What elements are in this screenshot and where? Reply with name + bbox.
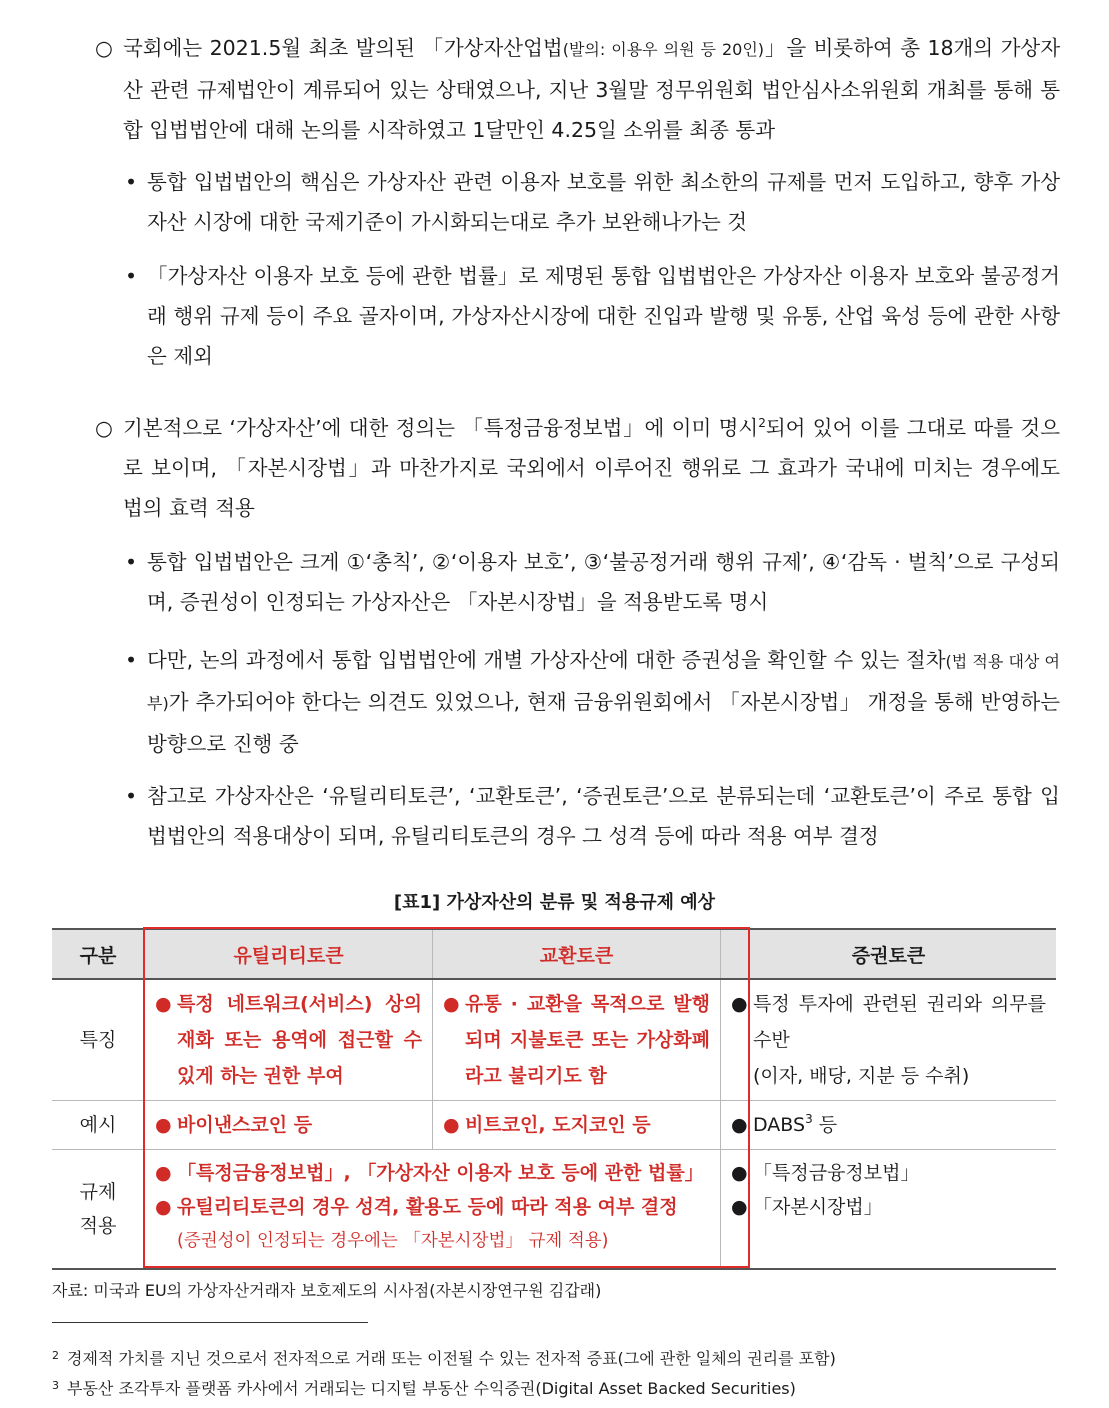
bullet-icon: ● <box>731 1114 748 1136</box>
row-label-feature: 특징 <box>52 979 145 1101</box>
bullet-icon: ● <box>731 1196 748 1218</box>
classification-table <box>52 928 1056 1270</box>
table-cell-item: ● 「특정금융정보법」 <box>731 1156 1046 1190</box>
paragraph-1-bullet-2: • 「가상자산 이용자 보호 등에 관한 법률」로 제명된 통합 입법법안은 가상자산 이용자 보호와 불공정거래 행위 규제 등이 주요 골자이며, 가상자산시장에 대한 진입과 발행 및 유통, 산업 육성 등에 관한 사항은 제외 <box>125 256 1060 376</box>
table-row-example <box>52 1101 1056 1150</box>
table-cell-item: ● 「특정금융정보법」, 「가상자산 이용자 보호 등에 관한 법률」 <box>155 1156 710 1190</box>
paragraph-2-text: 기본적으로 ‘가상자산’에 대한 정의는 「특정금융정보법」에 이미 명시$^2$되어 있어 이를 그대로 따를 것으로 보이며, 「자본시장법」과 마찬가지로 국외에서 이루어진 행위로 그 효과가 국내에 미치는 경우에도 법의 효력 적용 <box>123 416 1060 520</box>
row-label-example: 예시 <box>52 1101 145 1150</box>
header-category: 구분 <box>52 929 145 979</box>
table-source: 자료: 미국과 EU의 가상자산거래자 보호제도의 시사점(자본시장연구원 김갑래) <box>52 1281 602 1300</box>
dot-bullet-icon: • <box>125 170 138 194</box>
table-cell-item: ● 유틸리티토큰의 경우 성격, 활용도 등에 따라 적용 여부 결정 <box>155 1190 710 1224</box>
table-cell-item: ● 유통 · 교환을 목적으로 발행되며 지불토큰 또는 가상화폐라고 불리기도 함 <box>443 986 710 1094</box>
circle-bullet-icon: ○ <box>95 416 113 440</box>
paragraph-2-bullet-2: • 다만, 논의 과정에서 통합 입법법안에 개별 가상자산에 대한 증권성을 확인할 수 있는 절차(법 적용 대상 여부)가 추가되어야 한다는 의견도 있었으나, 현재 금융위원회에서 「자본시장법」 개정을 통해 반영하는 방향으로 진행 중 <box>125 640 1060 764</box>
footnote-ref-2: 2 <box>758 416 766 430</box>
paragraph-1-text: 국회에는 2021.5월 최초 발의된 「가상자산업법(발의: 이용우 의원 등 20인)」을 비롯하여 총 18개의 가상자산 관련 규제법안이 계류되어 있는 상태였으나, 지난 3월말 정무위원회 법안심사소위원회 개최를 통해 통합 입법법안에 대해 논의를 시작하였고 1달만인 4.25일 소위를 최종 통과 <box>123 36 1060 142</box>
circle-bullet-icon: ○ <box>95 36 113 60</box>
paragraph-1-bullet-1: • 통합 입법법안의 핵심은 가상자산 관련 이용자 보호를 위한 최소한의 규제를 먼저 도입하고, 향후 가상자산 시장에 대한 국제기준이 가시화되는대로 추가 보완해나가는 것 <box>125 162 1060 242</box>
paragraph-2 <box>95 408 1060 528</box>
bullet-icon: ● <box>731 1162 748 1184</box>
table-cell-item: ● 「자본시장법」 <box>731 1190 1046 1224</box>
bullet-icon: ● <box>155 1162 172 1184</box>
table-row-regulation <box>52 1150 1056 1270</box>
dot-bullet-icon: • <box>125 648 138 672</box>
footnote-ref-3: 3 <box>805 1112 813 1126</box>
table-cell-item: ● DABS$^3$ 등 <box>731 1107 1046 1143</box>
bullet-icon: ● <box>443 993 460 1015</box>
table-row-feature <box>52 979 1056 1101</box>
bullet-icon: ● <box>731 993 748 1015</box>
table-note: (증권성이 인정되는 경우에는 「자본시장법」 규제 적용) <box>177 1231 609 1251</box>
paragraph-2-bullet-3: • 참고로 가상자산은 ‘유틸리티토큰’, ‘교환토큰’, ‘증권토큰’으로 분류되는데 ‘교환토큰’이 주로 통합 입법법안의 적용대상이 되며, 유틸리티토큰의 경우 그 성격 등에 따라 적용 여부 결정 <box>125 776 1060 856</box>
header-exchange-token: 교환토큰 <box>433 929 721 979</box>
bullet-icon: ● <box>155 1114 172 1136</box>
header-utility-token: 유틸리티토큰 <box>145 929 433 979</box>
table-cell-item: ● 비트코인, 도지코인 등 <box>443 1107 710 1143</box>
bullet-icon: ● <box>155 993 172 1015</box>
table-caption: [표1] 가상자산의 분류 및 적용규제 예상 <box>393 892 716 913</box>
row-label-regulation: 규제 적용 <box>52 1150 145 1270</box>
table-header-row <box>52 929 1056 979</box>
paragraph-2-bullet-1: • 통합 입법법안은 크게 ①‘총칙’, ②‘이용자 보호’, ③‘불공정거래 행위 규제’, ④‘감독 · 벌칙’으로 구성되며, 증권성이 인정되는 가상자산은 「자본시장법」을 적용받도록 명시 <box>125 542 1060 622</box>
table-cell-item: ● 특정 네트워크(서비스) 상의 재화 또는 용역에 접근할 수 있게 하는 권한 부여 <box>155 986 422 1094</box>
dot-bullet-icon: • <box>125 264 138 288</box>
dot-bullet-icon: • <box>125 550 138 574</box>
table-cell-item: ● 바이낸스코인 등 <box>155 1107 422 1143</box>
dot-bullet-icon: • <box>125 784 138 808</box>
header-security-token: 증권토큰 <box>721 929 1057 979</box>
table-cell-item: ● 특정 투자에 관련된 권리와 의무를 수반 (이자, 배당, 지분 등 수취) <box>731 986 1046 1094</box>
bullet-icon: ● <box>443 1114 460 1136</box>
bullet-icon: ● <box>155 1196 172 1218</box>
footnote-divider <box>52 1322 368 1323</box>
footnote-2: $^2$ 경제적 가치를 지닌 것으로서 전자적으로 거래 또는 이전될 수 있는 전자적 증표(그에 관한 일체의 권리를 포함) <box>52 1349 836 1368</box>
footnote-3: $^3$ 부동산 조각투자 플랫폼 카사에서 거래되는 디지털 부동산 수익증권(Digital Asset Backed Securities) <box>52 1379 796 1398</box>
paragraph-1 <box>95 28 1060 150</box>
